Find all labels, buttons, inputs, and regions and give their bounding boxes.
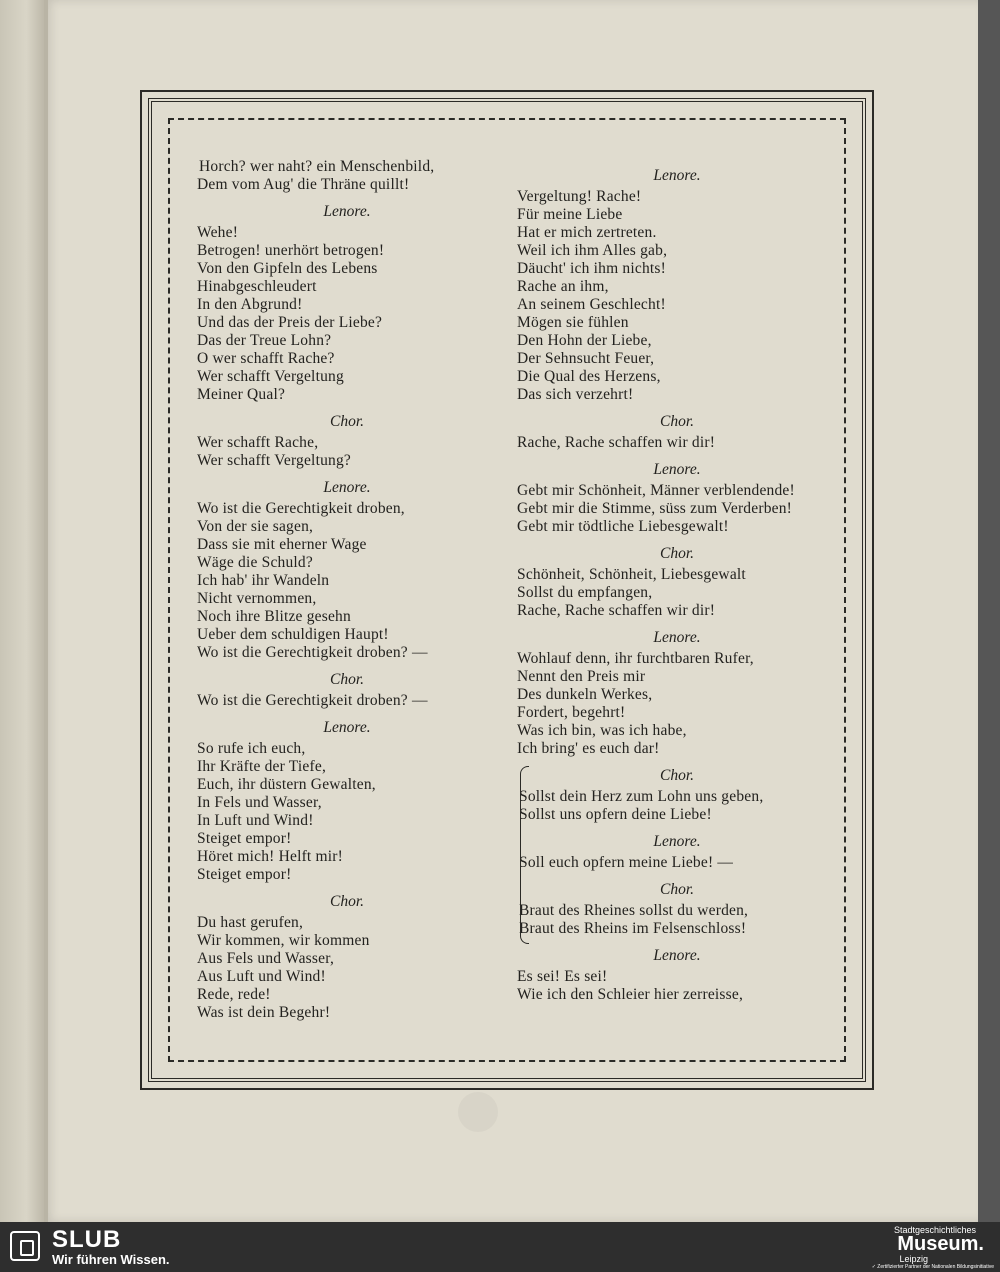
verse-line: Wer schafft Vergeltung — [197, 368, 344, 385]
verse-line: Rache, Rache schaffen wir dir! — [517, 434, 716, 451]
verse-line: Noch ihre Blitze gesehn — [197, 608, 351, 625]
libretto-right-column — [517, 158, 837, 1004]
verse-line: Weil ich ihm Alles gab, — [517, 242, 668, 259]
verse-line: Mögen sie fühlen — [517, 314, 629, 331]
verse-line: Fordert, begehrt! — [517, 704, 626, 721]
verse-line: Nicht vernommen, — [197, 590, 317, 607]
verse-line: Nennt den Preis mir — [517, 668, 646, 685]
verse-line: Horch? wer naht? ein Menschenbild, — [199, 158, 435, 175]
verse-line: Dass sie mit eherner Wage — [197, 536, 367, 553]
verse-line: Du hast gerufen, — [197, 914, 304, 931]
library-stamp — [458, 1092, 498, 1132]
verse-line: Und das der Preis der Liebe? — [197, 314, 383, 331]
verse-line: In den Abgrund! — [197, 296, 303, 313]
verse-line: Ich bring' es euch dar! — [517, 740, 660, 757]
verse-line: Wohlauf denn, ihr furchtbaren Rufer, — [517, 650, 754, 667]
verse-line: Der Sehnsucht Feuer, — [517, 350, 655, 367]
verse-line: Vergeltung! Rache! — [517, 188, 642, 205]
speaker-label: Lenore. — [323, 719, 371, 736]
verse-line: Wehe! — [197, 224, 239, 241]
speaker-label: Chor. — [659, 545, 695, 562]
speaker-label: Lenore. — [653, 167, 701, 184]
libretto-left-column — [197, 158, 497, 1022]
verse-line: Wo ist die Gerechtigkeit droben, — [197, 500, 405, 517]
verse-line: Von den Gipfeln des Lebens — [197, 260, 378, 277]
facing-page-edge — [0, 0, 44, 1222]
verse-line: Wie ich den Schleier hier zerreisse, — [517, 986, 744, 1003]
verse-line: Ich hab' ihr Wandeln — [197, 572, 330, 589]
verse-line: Wer schafft Rache, — [197, 434, 319, 451]
verse-line: Gebt mir tödtliche Liebesgewalt! — [517, 518, 729, 535]
verse-line: Das sich verzehrt! — [517, 386, 634, 403]
verse-line: Rache an ihm, — [517, 278, 609, 295]
verse-line: Dem vom Aug' die Thräne quillt! — [197, 176, 410, 193]
verse-line: Für meine Liebe — [517, 206, 623, 223]
verse-line: Was ist dein Begehr! — [197, 1004, 331, 1021]
speaker-label: Chor. — [329, 671, 365, 688]
verse-line: Meiner Qual? — [197, 386, 286, 403]
slub-tagline: Wir führen Wissen. — [52, 1252, 170, 1267]
speaker-label: Lenore. — [653, 947, 701, 964]
speaker-label: Lenore. — [653, 629, 701, 646]
verse-line: Sollst du empfangen, — [517, 584, 653, 601]
curly-brace — [520, 766, 529, 944]
verse-line: In Luft und Wind! — [197, 812, 314, 829]
speaker-label: Chor. — [659, 767, 695, 784]
verse-line: Ihr Kräfte der Tiefe, — [197, 758, 327, 775]
verse-line: Hat er mich zertreten. — [517, 224, 657, 241]
speaker-label: Lenore. — [653, 833, 701, 850]
verse-line: Däucht' ich ihm nichts! — [517, 260, 667, 277]
verse-line: So rufe ich euch, — [197, 740, 306, 757]
verse-line: Wo ist die Gerechtigkeit droben? — — [197, 644, 428, 661]
speaker-label: Lenore. — [323, 479, 371, 496]
verse-line: Höret mich! Helft mir! — [197, 848, 344, 865]
speaker-label: Chor. — [659, 413, 695, 430]
verse-line: Steiget empor! — [197, 830, 292, 847]
verse-line: Hinabgeschleudert — [197, 278, 317, 295]
verse-line: Aus Fels und Wasser, — [197, 950, 335, 967]
speaker-label: Lenore. — [653, 461, 701, 478]
verse-line: Von der sie sagen, — [197, 518, 314, 535]
verse-line: Das der Treue Lohn? — [197, 332, 332, 349]
verse-line: Wäge die Schuld? — [197, 554, 313, 571]
verse-line: Schönheit, Schönheit, Liebesgewalt — [517, 566, 746, 583]
verse-line: Rede, rede! — [197, 986, 271, 1003]
verse-line: Braut des Rheins im Felsenschloss! — [519, 920, 747, 937]
verse-line: Ueber dem schuldigen Haupt! — [197, 626, 389, 643]
museum-city: Leipzig — [899, 1254, 928, 1264]
verse-line: Was ich bin, was ich habe, — [517, 722, 687, 739]
speaker-label: Chor. — [329, 413, 365, 430]
verse-line: Soll euch opfern meine Liebe! — — [519, 854, 734, 871]
verse-line: Braut des Rheines sollst du werden, — [519, 902, 749, 919]
verse-line: Es sei! Es sei! — [517, 968, 608, 985]
verse-line: Betrogen! unerhört betrogen! — [197, 242, 385, 259]
verse-line: An seinem Geschlecht! — [517, 296, 666, 313]
verse-line: Aus Luft und Wind! — [197, 968, 326, 985]
verse-line: Rache, Rache schaffen wir dir! — [517, 602, 716, 619]
verse-line: Sollst uns opfern deine Liebe! — [519, 806, 712, 823]
museum-partner-note: ✓ Zertifizierter Partner der Nationalen Bildungsinitiative — [871, 1264, 994, 1270]
verse-line: Wo ist die Gerechtigkeit droben? — — [197, 692, 428, 709]
verse-line: Wir kommen, wir kommen — [197, 932, 370, 949]
verse-line: Den Hohn der Liebe, — [517, 332, 652, 349]
verse-line: Gebt mir Schönheit, Männer verblendende! — [517, 482, 795, 499]
verse-line: Steiget empor! — [197, 866, 292, 883]
verse-line: Gebt mir die Stimme, süss zum Verderben! — [517, 500, 793, 517]
speaker-label: Lenore. — [323, 203, 371, 220]
verse-line: Die Qual des Herzens, — [517, 368, 661, 385]
verse-line: Des dunkeln Werkes, — [517, 686, 653, 703]
verse-line: Sollst dein Herz zum Lohn uns geben, — [519, 788, 764, 805]
speaker-label: Chor. — [329, 893, 365, 910]
speaker-label: Chor. — [659, 881, 695, 898]
viewer-footer — [0, 1222, 1000, 1272]
page-spine-shadow — [44, 0, 48, 1222]
museum-name[interactable]: Museum. — [897, 1233, 984, 1255]
slub-name[interactable]: SLUB — [52, 1226, 122, 1253]
verse-line: O wer schafft Rache? — [197, 350, 335, 367]
verse-line: Euch, ihr düstern Gewalten, — [197, 776, 376, 793]
museum-prefix: Stadtgeschichtliches — [893, 1225, 976, 1235]
verse-line: Wer schafft Vergeltung? — [197, 452, 351, 469]
verse-line: In Fels und Wasser, — [197, 794, 322, 811]
slub-logo-icon[interactable] — [10, 1231, 40, 1261]
